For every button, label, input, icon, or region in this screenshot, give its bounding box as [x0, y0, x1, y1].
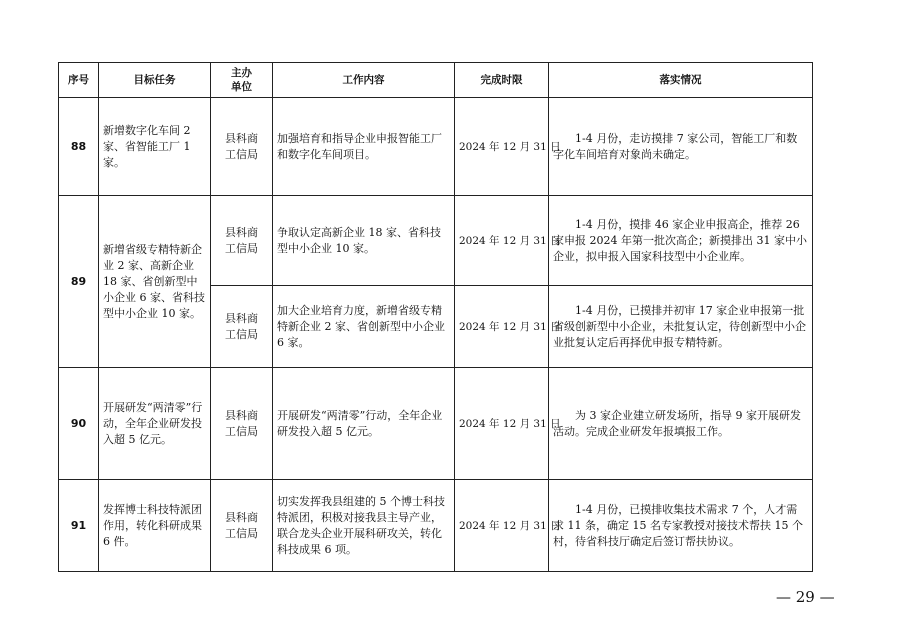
row-status: 1-4 月份，摸排 46 家企业申报高企，推荐 26 家申报 2024 年第一批次高企；新摸排出 31 家中小企业，拟申报入国家科技型中小企业库。	[549, 196, 813, 286]
row-deadline: 2024 年 12 月 31 日	[455, 98, 549, 196]
row-content: 争取认定高新企业 18 家、省科技型中小企业 10 家。	[273, 196, 455, 286]
header-unit	[211, 63, 273, 98]
row-content: 开展研发“两清零”行动，全年企业研发投入超 5 亿元。	[273, 368, 455, 480]
row-deadline: 2024 年 12 月 31 日	[455, 196, 549, 286]
table-row	[59, 480, 813, 572]
row-deadline: 2024 年 12 月 31 日	[455, 286, 549, 368]
row-target: 发挥博士科技特派团作用，转化科研成果 6 件。	[99, 480, 211, 572]
table-row	[59, 196, 813, 286]
unit-label: 县科商工信局	[225, 131, 258, 161]
header-status: 落实情况	[549, 63, 813, 98]
row-content: 加强培育和指导企业申报智能工厂和数字化车间项目。	[273, 98, 455, 196]
unit-label: 县科商工信局	[225, 510, 258, 540]
table-header-row	[59, 63, 813, 98]
unit-label: 县科商工信局	[225, 311, 258, 341]
row-content: 切实发挥我县组建的 5 个博士科技特派团，积极对接我县主导产业，联合龙头企业开展科研攻关，转化科技成果 6 项。	[273, 480, 455, 572]
row-unit	[211, 368, 273, 480]
table-row	[59, 368, 813, 480]
row-status: 1-4 月份，已摸排并初审 17 家企业申报第一批省级创新型中小企业，未批复认定，待创新型中小企业批复认定后再择优申报专精特新。	[549, 286, 813, 368]
unit-label: 县科商工信局	[225, 408, 258, 438]
row-status: 1-4 月份，已摸排收集技术需求 7 个，人才需求 11 条，确定 15 名专家教授对接技术帮扶 15 个村，待省科技厅确定后签订帮扶协议。	[549, 480, 813, 572]
row-unit	[211, 98, 273, 196]
row-target: 新增数字化车间 2 家、省智能工厂 1 家。	[99, 98, 211, 196]
unit-label: 县科商工信局	[225, 225, 258, 255]
row-unit	[211, 196, 273, 286]
row-status: 1-4 月份，走访摸排 7 家公司，智能工厂和数字化车间培育对象尚未确定。	[549, 98, 813, 196]
row-unit	[211, 480, 273, 572]
row-no: 91	[59, 480, 99, 572]
row-no: 90	[59, 368, 99, 480]
row-status: 为 3 家企业建立研发场所，指导 9 家开展研发活动。完成企业研发年报填报工作。	[549, 368, 813, 480]
page-number: — 29 —	[776, 588, 835, 606]
row-target: 新增省级专精特新企业 2 家、高新企业 18 家、省创新型中小企业 6 家、省科技型中小企业 10 家。	[99, 196, 211, 368]
row-deadline: 2024 年 12 月 31 日	[455, 480, 549, 572]
row-unit	[211, 286, 273, 368]
header-no: 序号	[59, 63, 99, 98]
header-unit-label: 主办单位	[231, 67, 252, 93]
row-no: 88	[59, 98, 99, 196]
row-target: 开展研发“两清零”行动，全年企业研发投入超 5 亿元。	[99, 368, 211, 480]
row-content: 加大企业培育力度，新增省级专精特新企业 2 家、省创新型中小企业 6 家。	[273, 286, 455, 368]
task-table	[58, 62, 813, 572]
row-no: 89	[59, 196, 99, 368]
header-deadline: 完成时限	[455, 63, 549, 98]
row-deadline: 2024 年 12 月 31 日	[455, 368, 549, 480]
header-content: 工作内容	[273, 63, 455, 98]
table-row	[59, 98, 813, 196]
header-target: 目标任务	[99, 63, 211, 98]
